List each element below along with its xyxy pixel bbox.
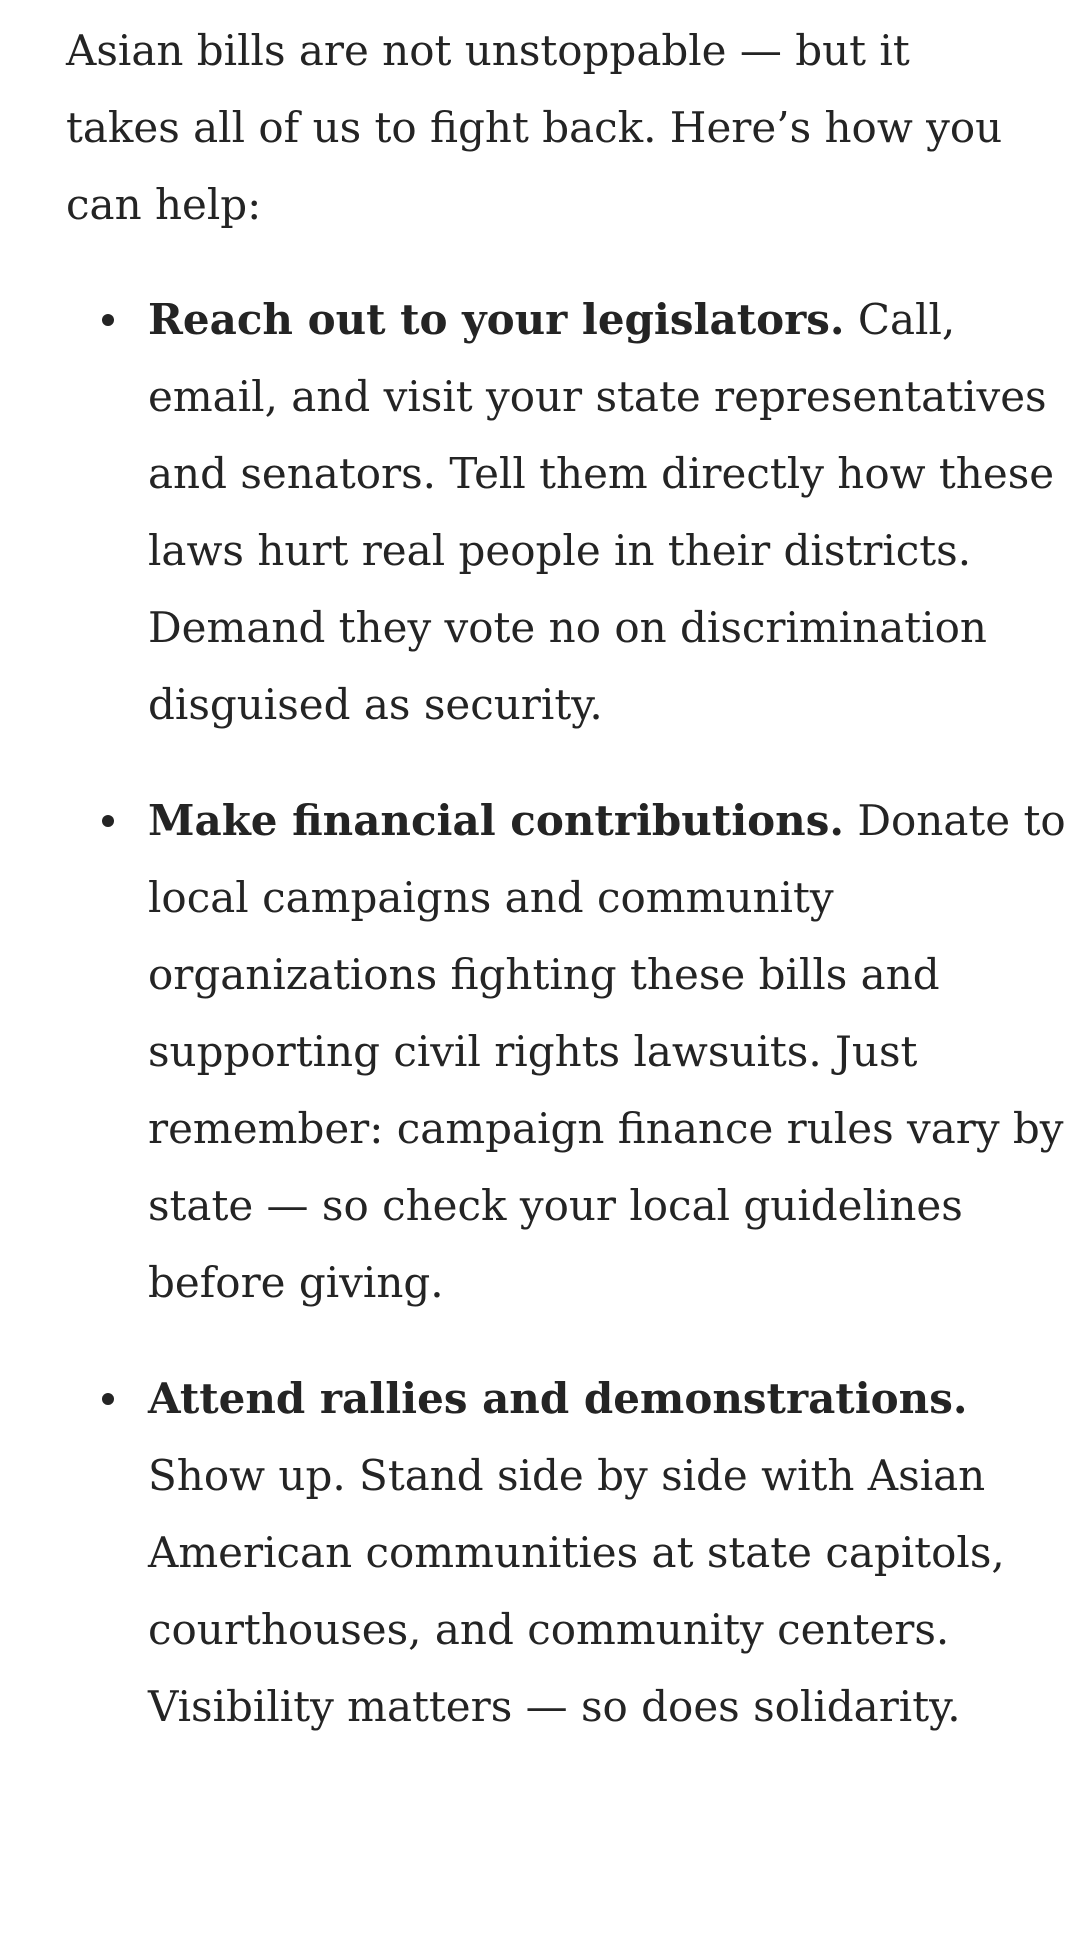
list-item-lead: Attend rallies and demonstrations.	[148, 1374, 968, 1423]
bullet-icon	[102, 815, 114, 827]
list-item-financial	[66, 782, 1080, 1321]
list-item-lead: Make financial contributions.	[148, 796, 844, 845]
list-item-legislators	[66, 281, 1080, 743]
list-item-body: Call, email, and visit your state representatives and senators. Tell them directly how these laws hurt real people in their districts. Demand they vote no on discrimination disguised as security.	[148, 295, 1055, 729]
bullet-icon	[102, 1393, 114, 1405]
bullet-icon	[102, 314, 114, 326]
list-item-rallies	[66, 1360, 1080, 1745]
list-item-body: Show up. Stand side by side with Asian American communities at state capitols, courthouses, and community centers. Visibility matters — so does solidarity.	[148, 1451, 1005, 1731]
list-item-body: Donate to local campaigns and community organizations fighting these bills and supporting civil rights lawsuits. Just remember: campaign finance rules vary by state — so check your local guidelines before giving.	[148, 796, 1066, 1307]
intro-paragraph: Asian bills are not unstoppable — but it takes all of us to fight back. Here’s how you can help:	[66, 26, 1003, 229]
list-item-lead: Reach out to your legislators.	[148, 295, 845, 344]
action-list	[66, 281, 1066, 1745]
